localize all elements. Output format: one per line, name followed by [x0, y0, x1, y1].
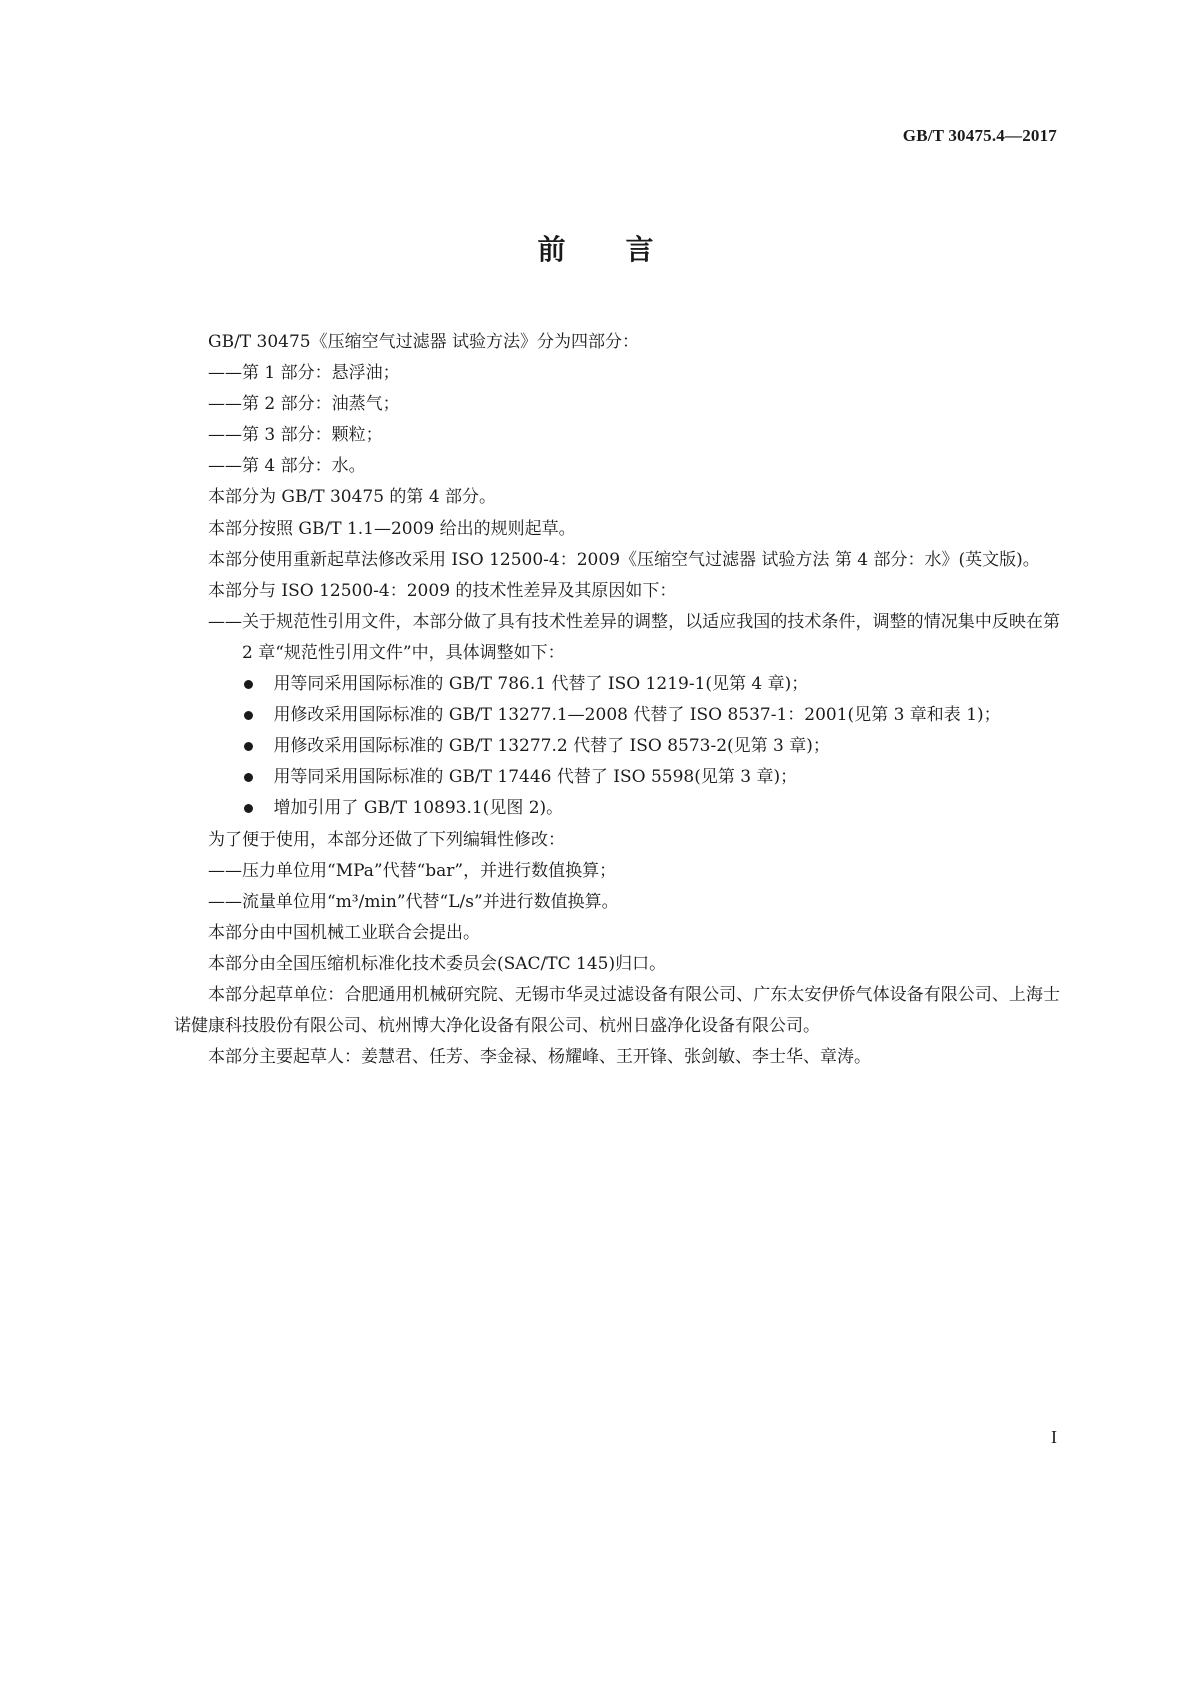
editorial-intro-paragraph: 为了便于使用，本部分还做了下列编辑性修改：	[208, 829, 565, 850]
part-list-item: ——第 4 部分：水。	[208, 456, 366, 477]
this-part-paragraph: 本部分为 GB/T 30475 的第 4 部分。	[208, 487, 497, 508]
editorial-change-item: ——流量单位用“m³/min”代替“L/s”并进行数值换算。	[208, 891, 619, 912]
list-item-text: 用修改采用国际标准的 GB/T 13277.1—2008 代替了 ISO 8537-1：2001(见第 3 章和表 1)；	[273, 705, 1001, 726]
adoption-paragraph: 本部分使用重新起草法修改采用 ISO 12500-4：2009《压缩空气过滤器 试验方法 第 4 部分：水》(英文版)。	[208, 549, 1040, 570]
drafters-paragraph: 本部分主要起草人：姜慧君、任芳、李金禄、杨耀峰、王开锋、张剑敏、李士华、章涛。	[208, 1047, 871, 1068]
bullet-icon	[244, 742, 253, 751]
part-list-item: ——第 1 部分：悬浮油；	[208, 363, 400, 384]
list-item-text: 用等同采用国际标准的 GB/T 17446 代替了 ISO 5598(见第 3 章)；	[273, 767, 798, 788]
list-item	[242, 700, 1060, 731]
list-item-text: 增加引用了 GB/T 10893.1(见图 2)。	[273, 798, 564, 819]
intro-paragraph: GB/T 30475《压缩空气过滤器 试验方法》分为四部分：	[208, 332, 640, 352]
proposed-by-paragraph: 本部分由中国机械工业联合会提出。	[208, 922, 480, 943]
bullet-icon	[244, 711, 253, 720]
drafting-rules-paragraph: 本部分按照 GB/T 1.1—2009 给出的规则起草。	[208, 518, 576, 539]
foreword-body	[174, 327, 1060, 1073]
bullet-icon	[244, 773, 253, 782]
list-item	[242, 731, 1060, 762]
list-item-text: 用修改采用国际标准的 GB/T 13277.2 代替了 ISO 8573-2(见第 3 章)；	[273, 736, 830, 757]
part-list-item: ——第 2 部分：油蒸气；	[208, 394, 400, 415]
standard-code: GB/T 30475.4—2017	[902, 126, 1057, 145]
drafting-units-paragraph: 本部分起草单位：合肥通用机械研究院、无锡市华灵过滤设备有限公司、广东太安伊侨气体设备有限公司、上海士诺健康科技股份有限公司、杭州博大净化设备有限公司、杭州日盛净化设备有限公司。	[174, 984, 1060, 1037]
bullet-icon	[244, 680, 253, 689]
list-item	[242, 669, 1060, 700]
editorial-change-item: ——压力单位用“MPa”代替“bar”，并进行数值换算；	[208, 860, 617, 881]
page-title: 前言	[537, 233, 714, 266]
page-number: I	[1051, 1427, 1057, 1447]
reference-changes-list	[174, 669, 1060, 824]
normative-references-item: ——关于规范性引用文件，本部分做了具有技术性差异的调整，以适应我国的技术条件，调整的情况集中反映在第 2 章“规范性引用文件”中，具体调整如下：	[208, 611, 1060, 663]
list-item	[242, 762, 1060, 793]
list-item-text: 用等同采用国际标准的 GB/T 786.1 代替了 ISO 1219-1(见第 4 章)；	[273, 674, 809, 695]
list-item	[242, 793, 1060, 824]
differences-intro-paragraph: 本部分与 ISO 12500-4：2009 的技术性差异及其原因如下：	[208, 580, 677, 601]
part-list-item: ——第 3 部分：颗粒；	[208, 425, 383, 446]
bullet-icon	[244, 804, 253, 813]
centralized-by-paragraph: 本部分由全国压缩机标准化技术委员会(SAC/TC 145)归口。	[208, 953, 667, 974]
